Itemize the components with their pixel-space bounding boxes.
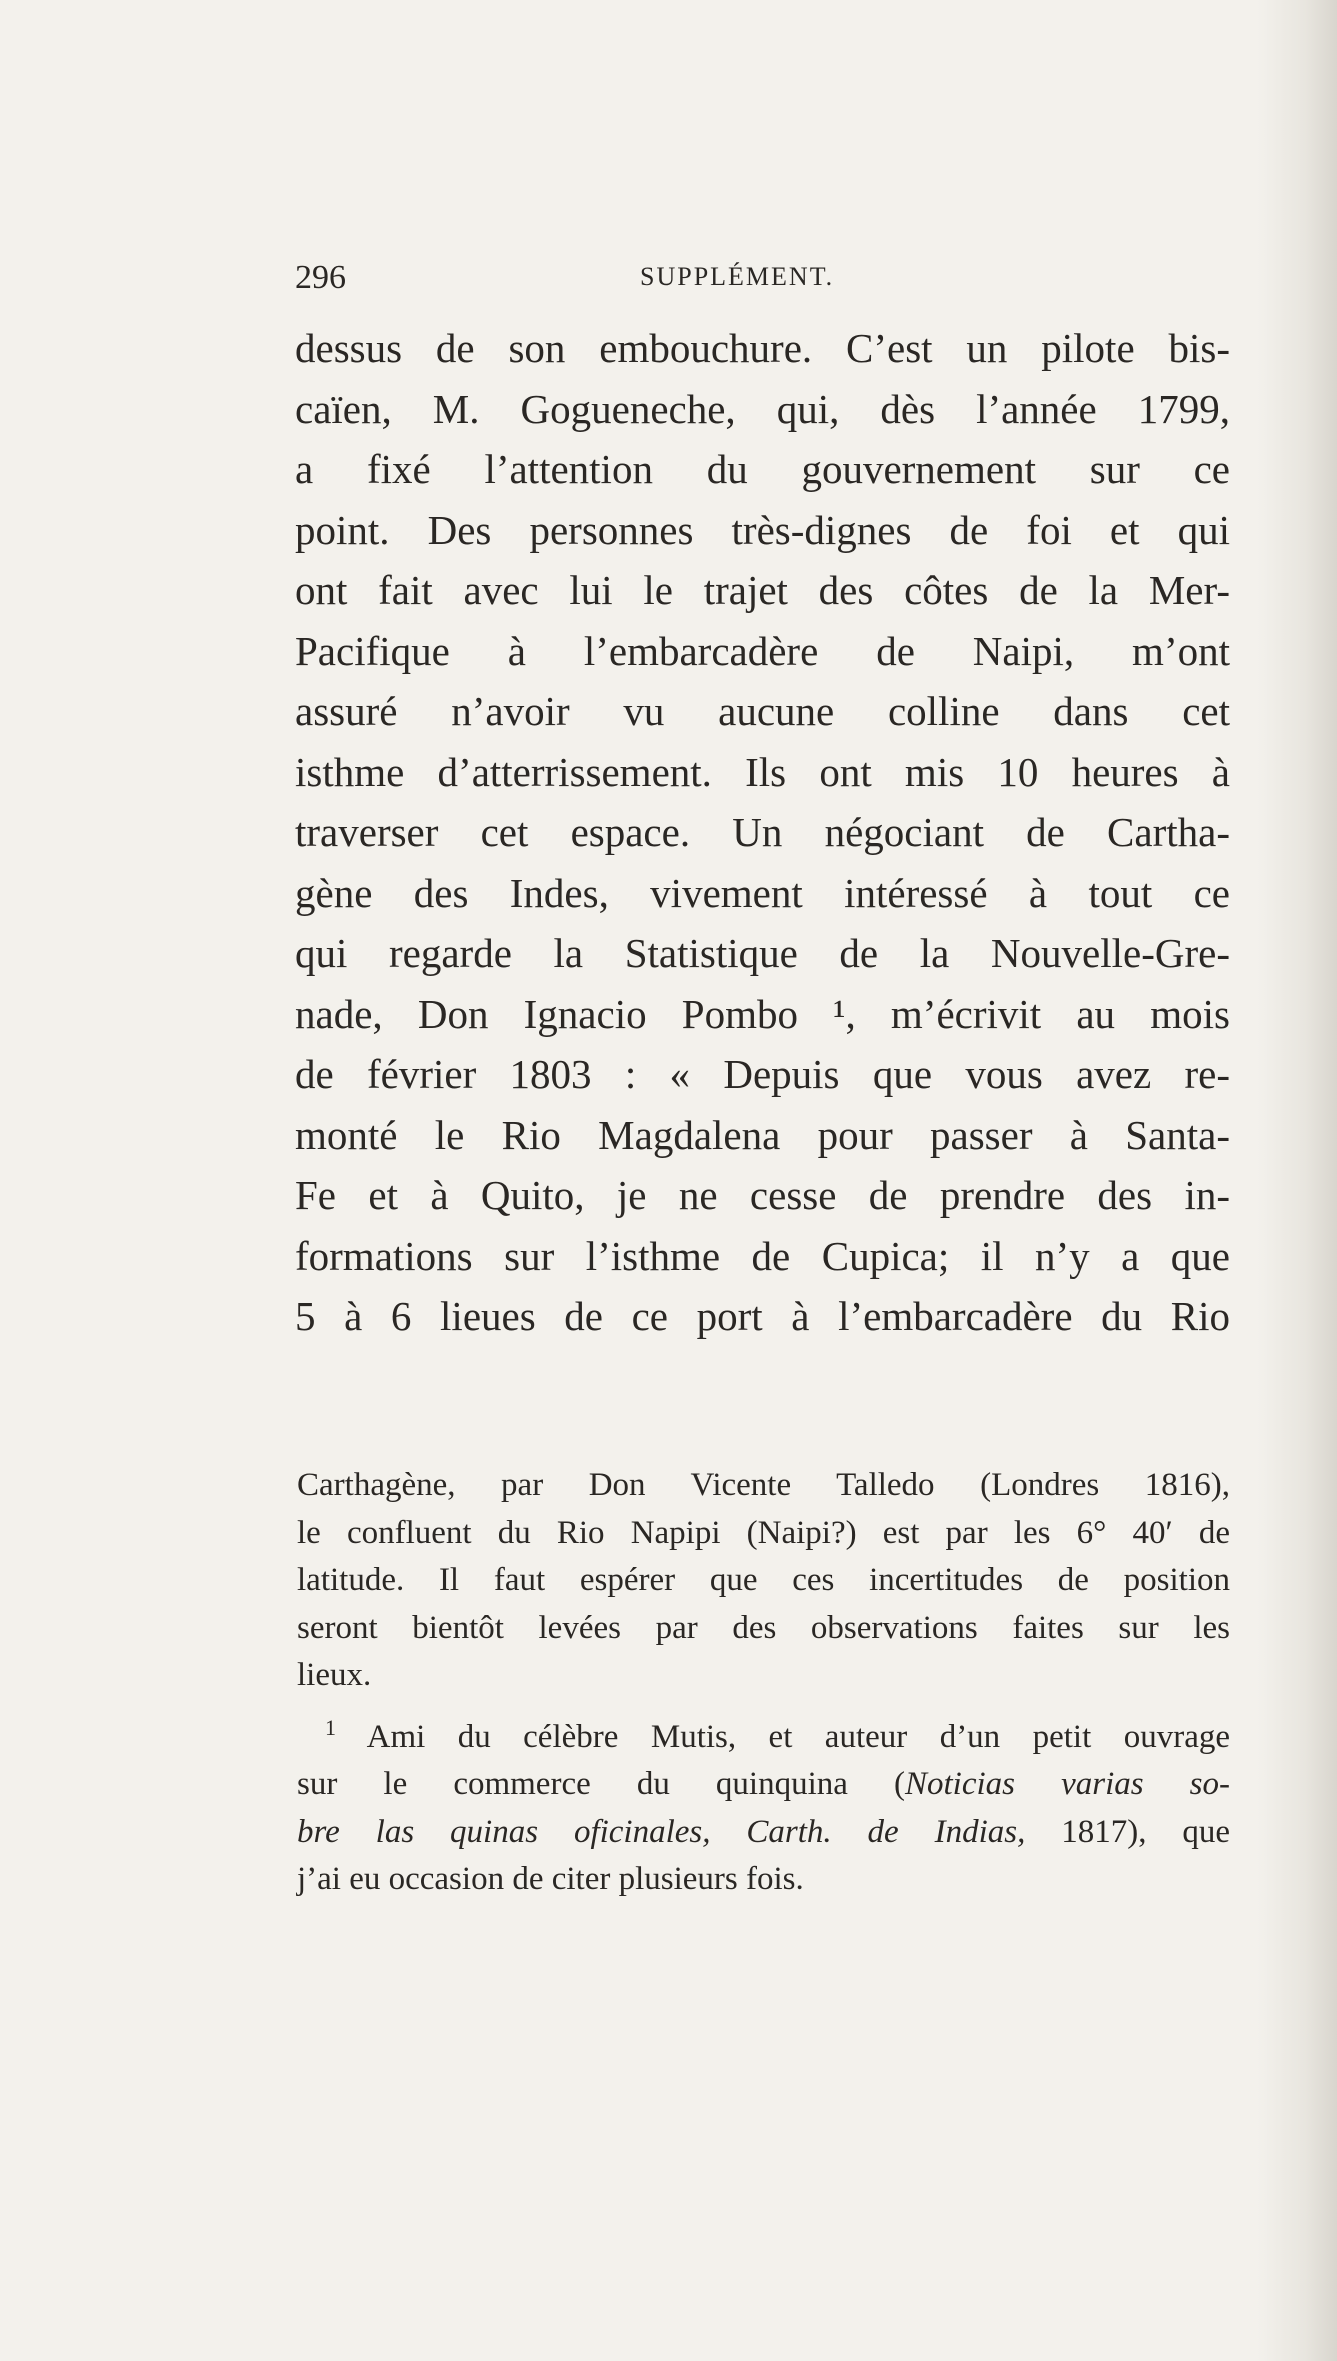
book-title: Noticias varias so- <box>904 1766 1230 1802</box>
text-line: nade, Don Ignacio Pombo ¹, m’écrivit au mois <box>295 990 1230 1037</box>
text-line: de février 1803 : « Depuis que vous avez re- <box>295 1051 1230 1097</box>
footnote-line: seront bientôt levées par des observations faites sur les <box>297 1609 1230 1646</box>
text-line: assuré n’avoir vu aucune colline dans cet <box>295 688 1230 734</box>
footnote-text: 1817), que <box>1025 1813 1231 1850</box>
text-line: traverser cet espace. Un négociant de Cartha- <box>295 809 1230 855</box>
footnote-line: lieux. <box>297 1657 372 1693</box>
footnote-marker: 1 <box>325 1714 336 1740</box>
text-line: qui regarde la Statistique de la Nouvelle-Gre- <box>295 930 1230 976</box>
footnote-text: Ami du célèbre Mutis, et auteur d’un petit ouvrage <box>366 1718 1230 1755</box>
footnote-text: sur le commerce du quinquina ( <box>297 1766 905 1802</box>
text-line: point. Des personnes très-dignes de foi et qui <box>295 506 1230 553</box>
footnote-continued <box>297 1462 1230 1700</box>
text-line: dessus de son embouchure. C’est un pilote bis- <box>295 325 1230 371</box>
text-line: isthme d’atterrissement. Ils ont mis 10 heures à <box>295 748 1230 795</box>
text-line: 5 à 6 lieues de ce port à l’embarcadère du Rio <box>295 1293 1230 1339</box>
footnote-line: le confluent du Rio Napipi (Naipi?) est par les 6° 40′ de <box>297 1514 1230 1551</box>
footnote-line <box>297 1761 1230 1809</box>
text-line: Fe et à Quito, je ne cesse de prendre des in- <box>295 1172 1230 1218</box>
page-header <box>295 258 1240 298</box>
text-line: monté le Rio Magdalena pour passer à Santa- <box>295 1111 1230 1158</box>
book-title: bre las quinas oficinales, Carth. de Indias, <box>297 1813 1026 1850</box>
footnotes <box>297 1462 1230 1904</box>
main-text <box>295 318 1230 1347</box>
text-line: caïen, M. Gogueneche, qui, dès l’année 1799, <box>295 385 1230 432</box>
text-line: formations sur l’isthme de Cupica; il n’y a que <box>295 1232 1230 1279</box>
page-edge-shadow <box>1257 0 1337 2361</box>
footnote-line <box>297 1714 1230 1762</box>
footnote-line: latitude. Il faut espérer que ces incertitudes de position <box>297 1562 1230 1598</box>
footnote-line <box>297 1809 1230 1857</box>
page-number: 296 <box>295 259 346 296</box>
footnote-line: j’ai eu occasion de citer plusieurs fois. <box>297 1861 804 1897</box>
text-line: Pacifique à l’embarcadère de Naipi, m’ont <box>295 627 1230 674</box>
footnote-line: Carthagène, par Don Vicente Talledo (Londres 1816), <box>297 1467 1230 1503</box>
text-line: ont fait avec lui le trajet des côtes de la Mer- <box>295 567 1230 613</box>
text-line: gène des Indes, vivement intéressé à tout ce <box>295 869 1230 916</box>
text-line: a fixé l’attention du gouvernement sur ce <box>295 446 1230 492</box>
footnote-1 <box>297 1714 1230 1904</box>
running-head: SUPPLÉMENT. <box>640 262 835 291</box>
